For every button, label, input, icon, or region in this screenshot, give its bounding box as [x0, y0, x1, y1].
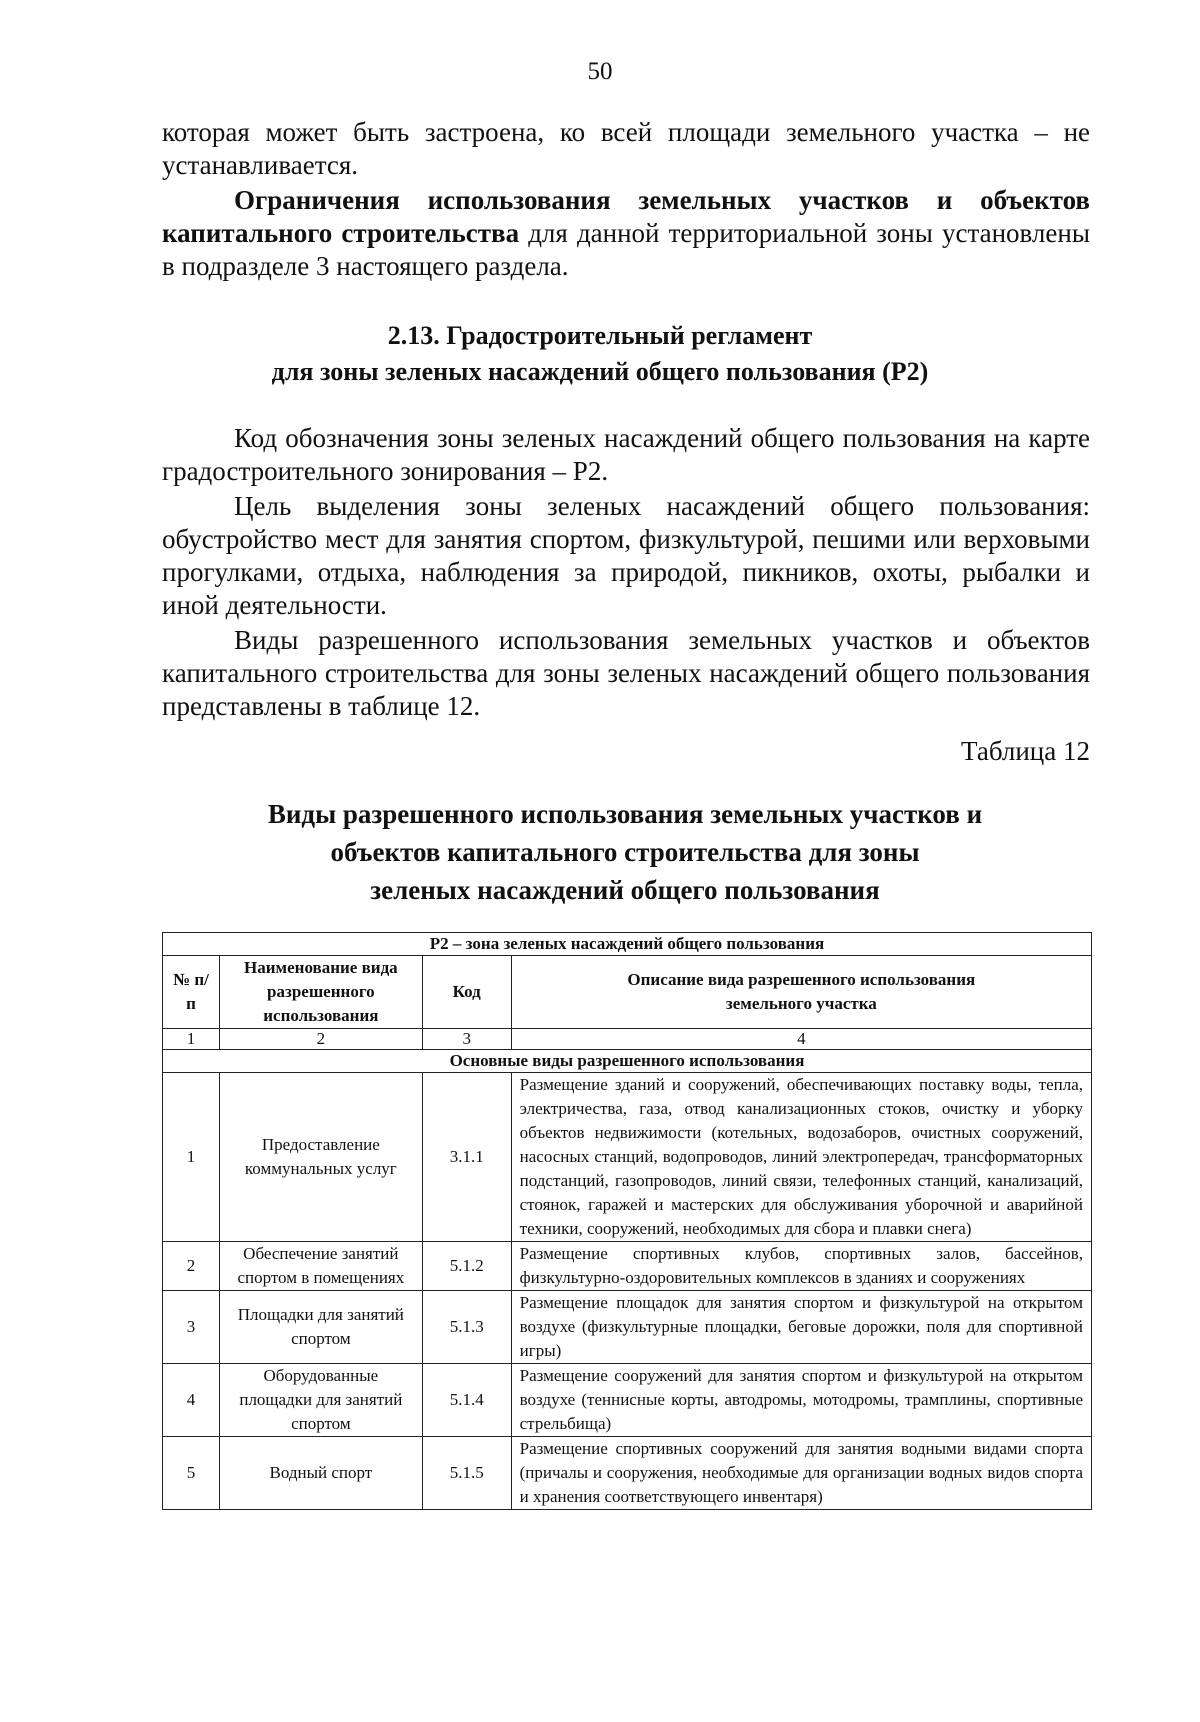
section-header: Основные виды разрешенного использования — [163, 1050, 1092, 1073]
page-number: 50 — [587, 58, 613, 85]
row-code: 5.1.2 — [422, 1242, 511, 1291]
restrictions-bold-text: Ограничения использования земельных участков и объектов капитального строительства — [162, 185, 1090, 248]
zone-header-row — [163, 933, 1092, 956]
column-header-row — [163, 956, 1092, 1029]
row-use-name: Оборудованные площадки для занятий спортом — [219, 1364, 422, 1437]
column-header-name: Наименование вида разрешенного использования — [219, 956, 422, 1029]
table-title-line1: Виды разрешенного использования земельных участков и — [267, 799, 983, 829]
section-heading-line2: для зоны зеленых насаждений общего пользования (Р2) — [271, 357, 929, 386]
column-number: 3 — [422, 1029, 511, 1050]
column-header-num: № п/п — [163, 956, 220, 1029]
row-number: 2 — [163, 1242, 220, 1291]
row-use-name: Площадки для занятий спортом — [219, 1291, 422, 1364]
table-row — [163, 1291, 1092, 1364]
row-number: 4 — [163, 1364, 220, 1437]
row-description: Размещение зданий и сооружений, обеспечивающих поставку воды, тепла, электричества, газа, отвод канализационных стоков, очистку и уборку объектов недвижимости (котельных, водозаборов, очистных сооружений, насосных станций, водопроводов, линий электропередач, трансформаторных подстанций, газопроводов, линий связи, телефонных станций, канализаций, стоянок, гаражей и мастерских для обслуживания уборочной и аварийной техники, сооружений, необходимых для сбора и плавки снега) — [511, 1073, 1091, 1242]
row-number: 3 — [163, 1291, 220, 1364]
table-title-line2: объектов капитального строительства для зоны — [330, 837, 920, 867]
table-row — [163, 1073, 1092, 1242]
row-code: 5.1.4 — [422, 1364, 511, 1437]
section-header-row — [163, 1050, 1092, 1073]
row-number: 1 — [163, 1073, 220, 1242]
row-code: 3.1.1 — [422, 1073, 511, 1242]
table-row — [163, 1242, 1092, 1291]
row-number: 5 — [163, 1437, 220, 1510]
column-number-row — [163, 1029, 1092, 1050]
column-header-code: Код — [422, 956, 511, 1029]
table-row — [163, 1437, 1092, 1510]
section-heading-line1: 2.13. Градостроительный регламент — [387, 321, 813, 350]
restrictions-paragraph — [162, 184, 1090, 283]
row-description: Размещение спортивных клубов, спортивных залов, бассейнов, физкультурно-оздоровительных комплексов в зданиях и сооружениях — [511, 1242, 1091, 1291]
row-code: 5.1.3 — [422, 1291, 511, 1364]
section-heading — [0, 318, 1200, 390]
table-caption: Таблица 12 — [961, 736, 1090, 766]
row-use-name: Обеспечение занятий спортом в помещениях — [219, 1242, 422, 1291]
zone-code-paragraph: Код обозначения зоны зеленых насаждений общего пользования на карте градостроительного зонирования – Р2. — [162, 423, 1090, 486]
row-use-name: Водный спорт — [219, 1437, 422, 1510]
row-use-name: Предоставление коммунальных услуг — [219, 1073, 422, 1242]
permitted-uses-paragraph: Виды разрешенного использования земельных участков и объектов капитального строительства для зоны зеленых насаждений общего пользования представлены в таблице 12. — [162, 625, 1090, 721]
table-title-line3: зеленых насаждений общего пользования — [370, 875, 880, 905]
table-row — [163, 1364, 1092, 1437]
column-number: 4 — [511, 1029, 1091, 1050]
permitted-uses-table — [162, 932, 1092, 1510]
restrictions-text: для данной территориальной зоны установлены в подразделе 3 настоящего раздела. — [162, 218, 1090, 281]
column-number: 2 — [219, 1029, 422, 1050]
continuation-paragraph: которая может быть застроена, ко всей площади земельного участка – не устанавливается. — [162, 117, 1090, 180]
zone-header: Р2 – зона зеленых насаждений общего пользования — [163, 933, 1092, 956]
row-code: 5.1.5 — [422, 1437, 511, 1510]
table-title — [0, 795, 1200, 909]
column-header-description: Описание вида разрешенного использования земельного участка — [511, 956, 1091, 1029]
row-description: Размещение спортивных сооружений для занятия водными видами спорта (причалы и сооружения, необходимые для организации водных видов спорта и хранения соответствующего инвентаря) — [511, 1437, 1091, 1510]
row-description: Размещение сооружений для занятия спортом и физкультурой на открытом воздухе (теннисные корты, автодромы, мотодромы, трамплины, спортивные стрельбища) — [511, 1364, 1091, 1437]
zone-purpose-paragraph: Цель выделения зоны зеленых насаждений общего пользования: обустройство мест для занятия спортом, физкультурой, пешими или верховыми прогулками, отдыха, наблюдения за природой, пикников, охоты, рыбалки и иной деятельности. — [162, 491, 1090, 620]
column-number: 1 — [163, 1029, 220, 1050]
row-description: Размещение площадок для занятия спортом и физкультурой на открытом воздухе (физкультурные площадки, беговые дорожки, поля для спортивной игры) — [511, 1291, 1091, 1364]
